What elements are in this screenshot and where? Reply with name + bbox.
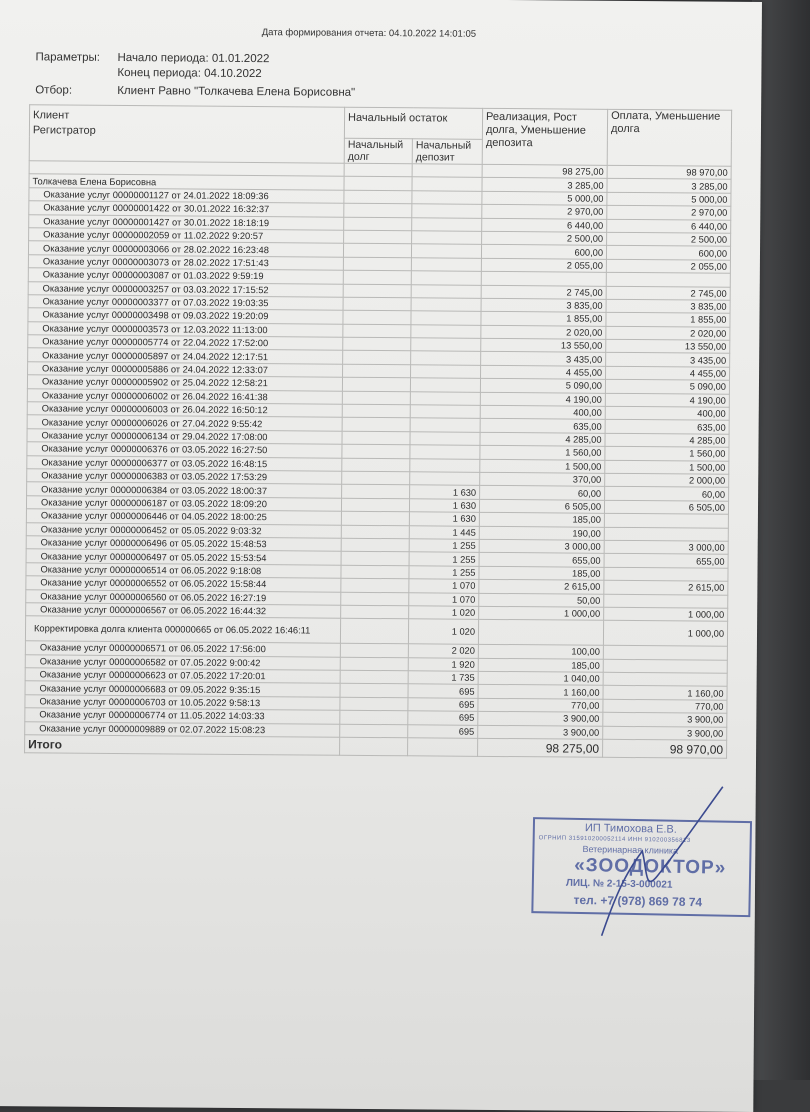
opening-deposit-cell [410,405,480,419]
header-client-label: Клиент [33,109,341,124]
opening-debt-cell [342,391,410,405]
header-payment [607,109,731,166]
payment-cell [603,672,727,686]
total-label: Итого [25,735,340,755]
sales-cell: 400,00 [480,405,605,419]
payment-cell [604,567,728,581]
registrar-cell: Оказание услуг 00000006552 от 06.05.2022 15:58:44 [26,576,341,592]
sales-cell: 3 435,00 [481,352,606,366]
signature-icon [547,780,728,941]
sales-cell: 4 285,00 [480,432,605,446]
opening-deposit-cell [411,338,481,352]
payment-cell: 2 745,00 [606,286,730,300]
payment-cell: 2 000,00 [605,473,729,487]
header-payment-label: Оплата, Уменьшение долга [611,110,720,135]
opening-debt-cell [340,670,408,684]
sales-cell: 185,00 [478,658,603,672]
sales-cell: 1 560,00 [480,446,605,460]
payment-cell: 655,00 [604,554,728,568]
payment-cell: 400,00 [605,406,729,420]
registrar-cell: Оказание услуг 00000006376 от 03.05.2022 16:27:50 [27,442,342,458]
stamp-line-4: «ЗООДОКТОР» [574,855,726,880]
client-sales: 3 285,00 [482,178,607,192]
opening-deposit-cell [410,458,480,472]
sales-cell: 2 020,00 [481,325,606,339]
report-filter [35,84,72,96]
opening-deposit-cell [410,432,480,446]
sales-cell: 4 190,00 [480,392,605,406]
opening-debt-cell [343,257,411,271]
sales-cell: 5 000,00 [482,191,607,205]
opening-debt-cell [343,270,411,284]
total-sales: 98 275,00 [478,738,603,757]
opening-debt-cell [344,230,412,244]
opening-deposit-cell: 1 020 [408,619,478,645]
opening-debt-cell [344,190,412,204]
opening-deposit-cell: 1 255 [409,539,479,553]
payment-cell: 5 090,00 [605,380,729,394]
period-start: Начало периода: 01.01.2022 [117,51,269,67]
opening-deposit-cell: 1 920 [408,657,478,671]
registrar-cell: Оказание услуг 00000006497 от 05.05.2022 15:53:54 [26,549,341,565]
payment-cell: 1 160,00 [603,686,727,700]
payment-cell: 6 505,00 [604,500,728,514]
sales-cell: 5 090,00 [480,379,605,393]
payment-cell [606,272,730,286]
opening-debt-cell [341,592,409,606]
payment-cell: 635,00 [605,420,729,434]
opening-debt-cell [341,565,409,579]
opening-deposit-cell [410,445,480,459]
opening-debt-cell [342,485,410,499]
registrar-cell: Оказание услуг 00000001127 от 24.01.2022 18:09:36 [29,188,344,204]
sales-cell: 1 855,00 [481,312,606,326]
opening-deposit-cell: 1 445 [409,525,479,539]
opening-debt-cell [340,684,408,698]
registrar-cell: Оказание услуг 00000006703 от 10.05.2022 9:58:13 [25,695,340,711]
stamp-line-2: ОГРНИП 315910200052114 ИНН 910200356813 [539,835,691,844]
payment-cell: 60,00 [605,487,729,501]
payment-cell: 1 000,00 [604,607,728,621]
payment-cell: 3 900,00 [603,713,727,727]
sales-cell: 4 455,00 [481,365,606,379]
header-opening-deposit: Начальный депозит [412,139,482,165]
payment-cell: 3 835,00 [606,299,730,313]
registrar-cell: Оказание услуг 00000005902 от 25.04.2022 12:58:21 [27,375,342,391]
sales-cell: 1 040,00 [478,671,603,685]
sales-cell: 2 055,00 [481,258,606,272]
registrar-cell: Оказание услуг 00000006571 от 06.05.2022 17:56:00 [25,641,340,657]
opening-debt-cell [341,605,409,619]
client-payment: 3 285,00 [607,179,731,193]
report-table [24,104,732,759]
sales-cell: 600,00 [481,245,606,259]
opening-deposit-cell: 695 [408,724,478,738]
payment-cell: 2 055,00 [606,259,730,273]
registrar-cell: Оказание услуг 00000003066 от 28.02.2022 16:23:48 [28,241,343,257]
payment-cell: 770,00 [603,699,727,713]
opening-deposit-cell [411,351,481,365]
opening-debt-cell [342,377,410,391]
registrar-cell: Оказание услуг 00000006134 от 29.04.2022 17:08:00 [27,429,342,445]
payment-cell: 1 855,00 [606,313,730,327]
params-label: Параметры: [35,50,100,66]
registrar-cell: Оказание услуг 00000006560 от 06.05.2022 16:27:19 [26,589,341,605]
header-opening: Начальный остаток [344,107,482,139]
registrar-cell: Оказание услуг 00000006002 от 26.04.2022 16:41:38 [27,388,342,404]
sales-cell: 2 745,00 [481,285,606,299]
opening-deposit-cell [411,298,481,312]
opening-debt-cell [343,244,411,258]
sales-cell: 2 500,00 [482,231,607,245]
sales-cell: 13 550,00 [481,338,606,352]
sales-cell: 1 000,00 [479,606,604,620]
opening-deposit-cell [410,418,480,432]
opening-debt-cell [343,324,411,338]
payment-cell: 4 285,00 [605,433,729,447]
opening-deposit-cell [411,284,481,298]
payment-cell: 4 455,00 [606,366,730,380]
total-payment: 98 970,00 [603,739,727,758]
opening-deposit-cell [412,231,482,245]
opening-deposit-cell [411,258,481,272]
opening-debt-cell [343,297,411,311]
opening-debt-cell [340,644,408,658]
opening-deposit-cell [411,271,481,285]
registrar-cell: Оказание услуг 00000005897 от 24.04.2022 12:17:51 [28,348,343,364]
registrar-cell: Оказание услуг 00000003073 от 28.02.2022 17:51:43 [28,255,343,271]
payment-cell: 6 440,00 [607,219,731,233]
sales-cell: 1 500,00 [480,459,605,473]
registrar-cell: Оказание услуг 00000005774 от 22.04.2022 17:52:00 [28,335,343,351]
registrar-cell: Оказание услуг 00000006446 от 04.05.2022 18:00:25 [26,509,341,525]
opening-deposit-cell: 1 070 [409,579,479,593]
payment-cell: 1 000,00 [603,621,727,647]
registrar-cell: Оказание услуг 00000006003 от 26.04.2022 16:50:12 [27,402,342,418]
registrar-cell: Оказание услуг 00000003377 от 07.03.2022 19:03:35 [28,295,343,311]
registrar-cell: Оказание услуг 00000006623 от 07.05.2022 17:20:01 [25,668,340,684]
opening-debt-cell [343,364,411,378]
opening-debt-cell [341,538,409,552]
opening-deposit-cell: 1 735 [408,671,478,685]
sales-cell: 100,00 [478,645,603,659]
opening-deposit-cell [411,365,481,379]
opening-deposit-cell [410,378,480,392]
registrar-cell: Оказание услуг 00000003573 от 12.03.2022 11:13:00 [28,321,343,337]
sales-cell: 50,00 [479,593,604,607]
registrar-cell: Оказание услуг 00000006187 от 03.05.2022 18:09:20 [26,496,341,512]
payment-cell: 2 500,00 [607,232,731,246]
registrar-cell: Оказание услуг 00000003498 от 09.03.2022 19:20:09 [28,308,343,324]
sales-cell: 2 970,00 [482,205,607,219]
opening-debt-cell [341,578,409,592]
stamp-line-5: ЛИЦ. № 2‑15‑3‑000021 [566,878,673,891]
opening-debt-cell [340,697,408,711]
opening-debt-cell [340,657,408,671]
registrar-cell: Оказание услуг 00000003087 от 01.03.2022 9:59:19 [28,268,343,284]
registrar-cell: Оказание услуг 00000006377 от 03.05.2022 16:48:15 [27,455,342,471]
payment-cell [604,594,728,608]
opening-deposit-cell: 1 630 [409,512,479,526]
opening-deposit-cell: 1 255 [409,552,479,566]
registrar-cell: Оказание услуг 00000001427 от 30.01.2022 18:18:19 [29,214,344,230]
opening-debt-cell [343,311,411,325]
header-sales-label: Реализация, Рост долга, Уменьшение депозита [486,111,586,149]
payment-cell [604,513,728,527]
registrar-cell: Оказание услуг 00000006452 от 05.05.2022 9:03:32 [26,522,341,538]
opening-debt-cell [341,525,409,539]
sales-cell: 3 000,00 [479,539,604,553]
stamp-line-3: Ветеринарная клиника [582,844,678,856]
header-opening-debt: Начальный долг [344,138,412,164]
opening-debt-cell [342,418,410,432]
opening-deposit-cell [411,244,481,258]
filter-label: Отбор: [35,84,72,96]
payment-cell: 600,00 [606,246,730,260]
registrar-cell: Оказание услуг 00000006774 от 11.05.2022 14:03:33 [25,708,340,724]
sales-cell: 6 440,00 [482,218,607,232]
sales-cell: 635,00 [480,419,605,433]
client-name: Толкачева Елена Борисовна [29,174,344,190]
opening-deposit-cell [410,391,480,405]
payment-cell [603,659,727,673]
sales-cell: 3 900,00 [478,725,603,739]
opening-debt-cell [342,444,410,458]
registrar-cell: Оказание услуг 00000006582 от 07.05.2022 9:00:42 [25,654,340,670]
sales-cell: 2 615,00 [479,579,604,593]
opening-deposit-cell: 695 [408,684,478,698]
opening-deposit-cell: 1 070 [409,592,479,606]
registrar-cell: Оказание услуг 00000006496 от 05.05.2022 15:48:53 [26,536,341,552]
payment-cell [604,527,728,541]
sales-cell [481,271,606,285]
payment-cell: 4 190,00 [605,393,729,407]
opening-debt-cell [344,217,412,231]
opening-debt-cell [340,724,408,738]
summary-payment: 98 970,00 [607,165,731,179]
opening-debt-cell [341,552,409,566]
opening-deposit-cell [412,217,482,231]
opening-deposit-cell: 695 [408,711,478,725]
opening-deposit-cell [411,311,481,325]
opening-debt-cell [342,471,410,485]
opening-deposit-cell: 1 255 [409,565,479,579]
registrar-cell: Оказание услуг 00000006514 от 06.05.2022 9:18:08 [26,562,341,578]
opening-deposit-cell [412,204,482,218]
sales-cell: 185,00 [479,512,604,526]
sales-cell: 6 505,00 [479,499,604,513]
payment-cell: 3 900,00 [603,726,727,740]
sales-cell: 770,00 [478,698,603,712]
payment-cell: 2 020,00 [606,326,730,340]
sales-cell: 3 835,00 [481,298,606,312]
registrar-cell: Оказание услуг 00000006383 от 03.05.2022 17:53:29 [27,469,342,485]
sales-cell: 655,00 [479,553,604,567]
stamp-line-6: тел. +7 (978) 869 78 74 [573,893,702,909]
opening-debt-cell [341,498,409,512]
opening-debt-cell [340,619,408,645]
payment-cell: 1 560,00 [605,447,729,461]
registrar-cell: Оказание услуг 00000003257 от 03.03.2022 17:15:52 [28,281,343,297]
opening-debt-cell [341,511,409,525]
report-generated-date: Дата формирования отчета: 04.10.2022 14:01:05 [262,27,476,40]
opening-debt-cell [343,337,411,351]
stamp-line-1: ИП Тимохова Е.В. [585,822,677,836]
payment-cell: 3 435,00 [606,353,730,367]
period-end: Конец периода: 04.10.2022 [117,66,261,82]
sales-cell: 1 160,00 [478,685,603,699]
payment-cell: 3 000,00 [604,540,728,554]
payment-cell: 5 000,00 [607,192,731,206]
sales-cell: 60,00 [480,486,605,500]
header-registrar-label: Регистратор [33,124,341,139]
registrar-cell: Оказание услуг 00000006683 от 09.05.2022 9:35:15 [25,681,340,697]
registrar-cell: Оказание услуг 00000006384 от 03.05.2022 18:00:37 [27,482,342,498]
opening-debt-cell [340,710,408,724]
opening-deposit-cell [410,472,480,486]
registrar-cell: Корректировка долга клиента 000000665 от 06.05.2022 16:46:11 [25,616,340,643]
opening-deposit-cell: 1 020 [409,606,479,620]
opening-debt-cell [343,284,411,298]
opening-debt-cell [343,351,411,365]
registrar-cell: Оказание услуг 00000009889 от 02.07.2022 15:08:23 [25,721,340,737]
opening-debt-cell [344,203,412,217]
opening-deposit-cell: 1 630 [409,499,479,513]
payment-cell: 13 550,00 [606,339,730,353]
opening-debt-cell [342,458,410,472]
opening-deposit-cell: 695 [408,698,478,712]
sales-cell: 370,00 [480,472,605,486]
opening-deposit-cell [412,191,482,205]
payment-cell: 2 970,00 [607,205,731,219]
header-client [29,105,344,163]
sales-cell: 190,00 [479,526,604,540]
sales-cell: 3 900,00 [478,712,603,726]
payment-cell: 1 500,00 [605,460,729,474]
sales-cell [478,620,603,646]
header-sales [482,108,607,165]
opening-debt-cell [342,431,410,445]
opening-deposit-cell: 1 630 [410,485,480,499]
payment-cell [603,646,727,660]
registrar-cell: Оказание услуг 00000006567 от 06.05.2022 16:44:32 [26,603,341,619]
registrar-cell: Оказание услуг 00000001422 от 30.01.2022 16:32:37 [29,201,344,217]
opening-deposit-cell: 2 020 [408,644,478,658]
opening-deposit-cell [411,324,481,338]
summary-sales: 98 275,00 [482,164,607,178]
opening-debt-cell [342,404,410,418]
registrar-cell: Оказание услуг 00000005886 от 24.04.2022 12:33:07 [28,362,343,378]
sales-cell: 185,00 [479,566,604,580]
registrar-cell: Оказание услуг 00000006026 от 27.04.2022 9:55:42 [27,415,342,431]
filter-value: Клиент Равно "Толкачева Елена Борисовна" [117,85,355,99]
payment-cell: 2 615,00 [604,580,728,594]
registrar-cell: Оказание услуг 00000002059 от 11.02.2022 9:20:57 [29,228,344,244]
